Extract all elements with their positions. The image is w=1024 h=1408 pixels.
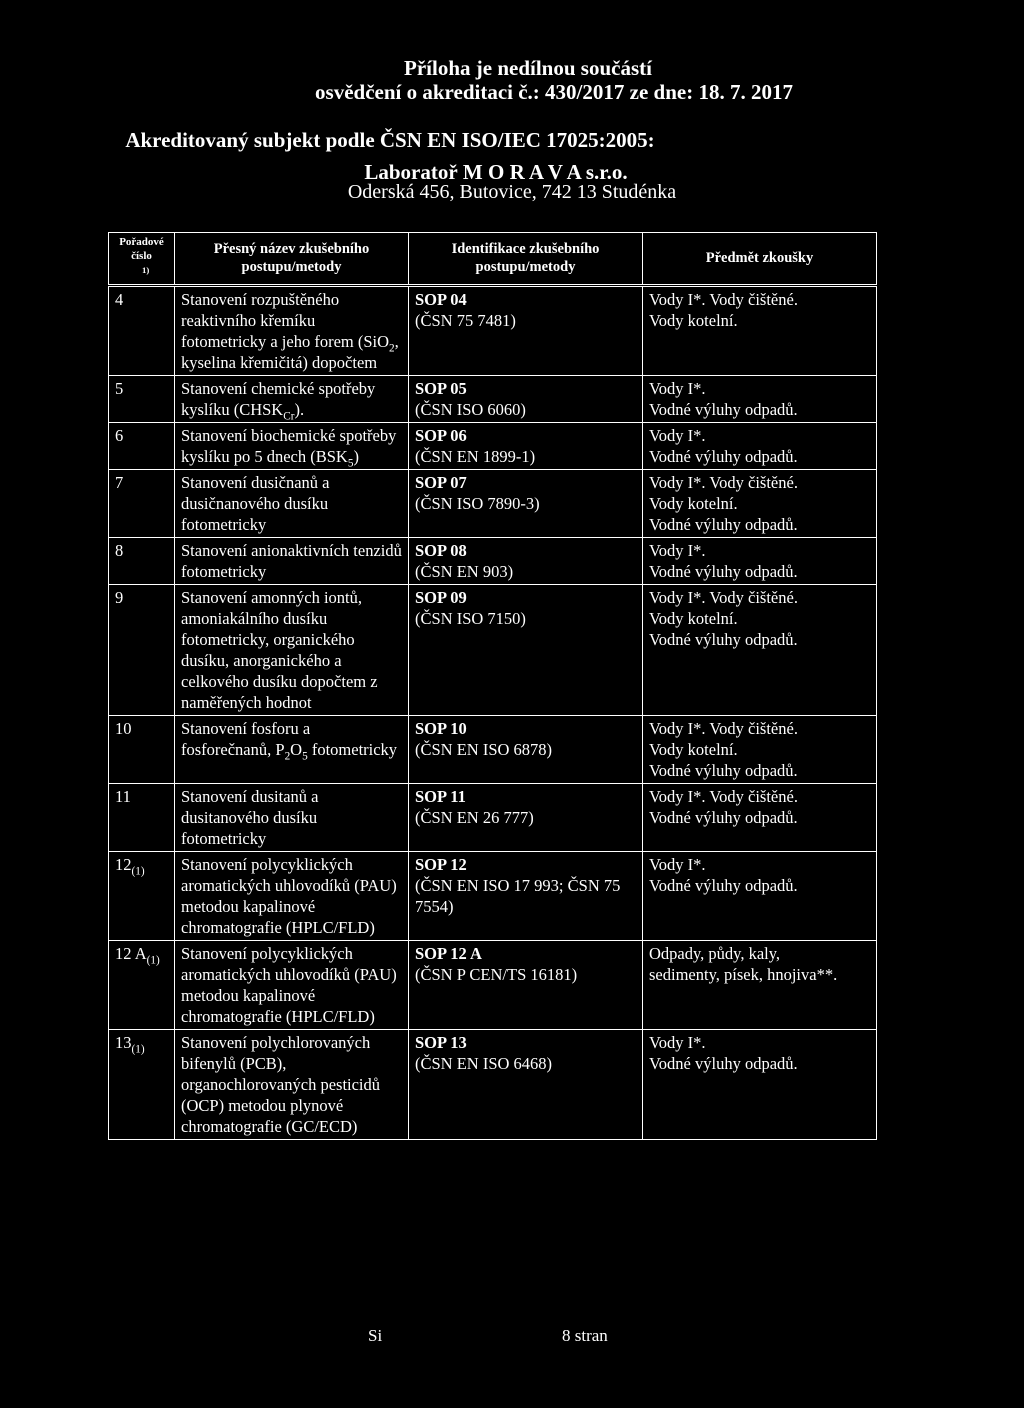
laboratory-address: Oderská 456, Butovice, 742 13 Studénka (347, 181, 677, 203)
row-number: 10 (109, 715, 175, 783)
method-identification (409, 584, 643, 715)
subject-line: Vody I*. Vody čištěné. (649, 472, 798, 492)
method-name: Stanovení amonných iontů, amoniakálního dusíku fotometricky, organického dusíku, anorganického a celkového dusíku dopočtem z naměřených hodnot (175, 584, 409, 715)
method-name: Stanovení biochemické spotřeby kyslíku po 5 dnech $(BSK_5)$ (175, 422, 409, 469)
accredited-subject-line: Akreditovaný subjekt podle ČSN EN ISO/IEC 17025:2005: (125, 128, 655, 152)
method-name: Stanovení polycyklických aromatických uhlovodíků (PAU) metodou kapalinové chromatografie (HPLC/FLD) (175, 851, 409, 940)
subject-line: Vody I*. Vody čištěné. (649, 786, 798, 806)
column-header-name: Přesný název zkušebního postupu/metody (175, 233, 409, 286)
subject-line: sedimenty, písek, hnojiva**. (649, 964, 838, 984)
standard-reference: (ČSN EN 903) (415, 561, 514, 581)
sop-id: SOP 11 (415, 786, 466, 806)
table-body (109, 285, 877, 1139)
table-row (109, 375, 877, 422)
column-header-number: Pořadové číslo $^{1)}$ (109, 233, 175, 286)
method-name: Stanovení anionaktivních tenzidů fotometricky (175, 537, 409, 584)
method-name: Stanovení rozpuštěného reaktivního křemíku fotometricky a jeho forem (SiO$_2$, kyselina křemičitá) dopočtem (175, 285, 409, 375)
subject-line: Vodné výluhy odpadů. (649, 760, 798, 780)
test-subject (643, 584, 877, 715)
subject-line: Vodné výluhy odpadů. (649, 875, 798, 895)
table-row (109, 469, 877, 537)
method-identification (409, 285, 643, 375)
method-identification (409, 940, 643, 1029)
standard-reference: (ČSN ISO 7150) (415, 608, 526, 628)
row-number: $13_{(1)}$ (109, 1029, 175, 1139)
subject-line: Vody I*. (649, 425, 706, 445)
row-number: 11 (109, 783, 175, 851)
row-number: 6 (109, 422, 175, 469)
table-row (109, 584, 877, 715)
subject-line: Vody kotelní. (649, 739, 738, 759)
subject-line: Vody I*. (649, 540, 706, 560)
method-identification (409, 851, 643, 940)
test-subject (643, 285, 877, 375)
test-subject (643, 1029, 877, 1139)
test-subject (643, 851, 877, 940)
method-identification (409, 422, 643, 469)
method-name: Stanovení dusitanů a dusitanového dusíku fotometricky (175, 783, 409, 851)
sop-id: SOP 10 (415, 718, 467, 738)
method-name: Stanovení polycyklických aromatických uhlovodíků (PAU) metodou kapalinové chromatografie (HPLC/FLD) (175, 940, 409, 1029)
subject-line: Vodné výluhy odpadů. (649, 446, 798, 466)
table-row (109, 940, 877, 1029)
sop-id: SOP 05 (415, 378, 467, 398)
accreditation-methods-table (108, 232, 877, 1140)
method-name: Stanovení dusičnanů a dusičnanového dusíku fotometricky (175, 469, 409, 537)
standard-reference: (ČSN ISO 7890-3) (415, 493, 540, 513)
test-subject (643, 375, 877, 422)
subject-line: Vody kotelní. (649, 608, 738, 628)
method-name: Stanovení fosforu a fosforečnanů, $P_2O_5$ fotometricky (175, 715, 409, 783)
subject-line: Vodné výluhy odpadů. (649, 561, 798, 581)
subject-line: Odpady, půdy, kaly, (649, 943, 781, 963)
row-number: 12 $A_{(1)}$ (109, 940, 175, 1029)
table-row (109, 422, 877, 469)
test-subject (643, 715, 877, 783)
test-subject (643, 940, 877, 1029)
row-number: 5 (109, 375, 175, 422)
standard-reference: (ČSN EN 26 777) (415, 807, 534, 827)
sop-id: SOP 04 (415, 289, 467, 309)
method-identification (409, 1029, 643, 1139)
standard-reference: (ČSN P CEN/TS 16181) (415, 964, 578, 984)
subject-line: Vody kotelní. (649, 493, 738, 513)
method-identification (409, 537, 643, 584)
sop-id: SOP 12 (415, 854, 467, 874)
subject-line: Vody I*. Vody čištěné. (649, 718, 798, 738)
standard-reference: (ČSN EN ISO 17 993; ČSN 75 7554) (415, 875, 621, 916)
subject-line: Vodné výluhy odpadů. (649, 629, 798, 649)
subject-line: Vody I*. (649, 378, 706, 398)
subject-line: Vody kotelní. (649, 310, 738, 330)
sop-id: SOP 07 (415, 472, 467, 492)
subject-line: Vody I*. (649, 1032, 706, 1052)
subject-line: Vody I*. Vody čištěné. (649, 289, 798, 309)
table-row (109, 1029, 877, 1139)
table-header-row (109, 233, 877, 286)
method-name: Stanovení polychlorovaných bifenylů (PCB), organochlorovaných pesticidů (OCP) metodou plynové chromatografie (GC/ECD) (175, 1029, 409, 1139)
sop-id: SOP 12 A (415, 943, 482, 963)
sop-id: SOP 08 (415, 540, 467, 560)
sop-id: SOP 06 (415, 425, 467, 445)
sop-id: SOP 09 (415, 587, 467, 607)
table-row (109, 715, 877, 783)
table-row (109, 285, 877, 375)
standard-reference: (ČSN EN ISO 6468) (415, 1053, 553, 1073)
footer-page-label: Si (368, 1326, 383, 1345)
column-header-identification: Identifikace zkušebního postupu/metody (409, 233, 643, 286)
annex-title: Příloha je nedílnou součástí (404, 56, 652, 80)
row-number: 4 (109, 285, 175, 375)
standard-reference: (ČSN ISO 6060) (415, 399, 526, 419)
method-identification (409, 375, 643, 422)
test-subject (643, 537, 877, 584)
table-row (109, 783, 877, 851)
laboratory-name: Laboratoř M O R A V A s.r.o. (364, 160, 628, 184)
subject-line: Vody I*. (649, 854, 706, 874)
standard-reference: (ČSN 75 7481) (415, 310, 516, 330)
row-number: 7 (109, 469, 175, 537)
method-identification (409, 783, 643, 851)
subject-line: Vodné výluhy odpadů. (649, 807, 798, 827)
method-name: Stanovení chemické spotřeby kyslíku $(CHSK_{Cr})$. (175, 375, 409, 422)
standard-reference: (ČSN EN ISO 6878) (415, 739, 553, 759)
subject-line: Vodné výluhy odpadů. (649, 1053, 798, 1073)
accreditation-certificate-line: osvědčení o akreditaci č.: 430/2017 ze dne: 18. 7. 2017 (315, 80, 793, 104)
table-row (109, 851, 877, 940)
test-subject (643, 422, 877, 469)
test-subject (643, 469, 877, 537)
sop-id: SOP 13 (415, 1032, 467, 1052)
table-row (109, 537, 877, 584)
method-identification (409, 469, 643, 537)
standard-reference: (ČSN EN 1899-1) (415, 446, 536, 466)
test-subject (643, 783, 877, 851)
subject-line: Vodné výluhy odpadů. (649, 514, 798, 534)
row-number: 9 (109, 584, 175, 715)
row-number: 8 (109, 537, 175, 584)
method-identification (409, 715, 643, 783)
column-header-subject: Předmět zkoušky (643, 233, 877, 286)
subject-line: Vodné výluhy odpadů. (649, 399, 798, 419)
row-number: $12_{(1)}$ (109, 851, 175, 940)
subject-line: Vody I*. Vody čištěné. (649, 587, 798, 607)
footer-total-pages: 8 stran (562, 1326, 608, 1345)
